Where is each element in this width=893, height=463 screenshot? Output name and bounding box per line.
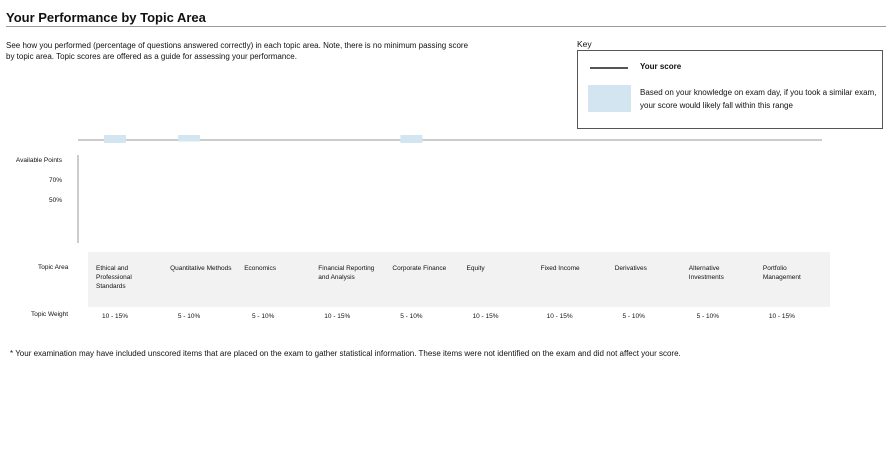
topic-weight: 10 - 15% <box>546 313 573 320</box>
topic-area-heading: Topic Area <box>38 264 69 271</box>
page-title: Your Performance by Topic Area <box>6 10 206 25</box>
topic-weight: 5 - 10% <box>400 313 423 320</box>
performance-chart <box>0 135 893 250</box>
range-swatch-icon <box>588 85 631 112</box>
topic-weight: 5 - 10% <box>251 313 275 320</box>
key-heading: Key <box>577 39 592 49</box>
topic-weight: 10 - 15% <box>472 313 499 320</box>
topic-weight: 10 - 15% <box>768 313 795 320</box>
topic-weight: 10 - 15% <box>101 313 129 320</box>
score-line-icon <box>590 67 628 69</box>
topic-label: Ethical and Professional Standards <box>96 265 132 290</box>
key-range-label: Based on your knowledge on exam day, if you took a similar exam, your score would likely fall within this range <box>640 88 877 110</box>
topic-label: Fixed Income <box>540 265 580 272</box>
key-legend <box>577 50 883 129</box>
topic-label: Derivatives <box>614 265 647 272</box>
y-axis-label: 50% <box>48 197 62 204</box>
score-range-bar <box>178 135 200 142</box>
topic-weight: 10 - 15% <box>324 313 351 320</box>
y-axis-label: Available Points <box>15 157 62 164</box>
intro-text: See how you performed (percentage of questions answered correctly) in each topic area. Note, there is no minimum passing score by topic area. Topic scores are offered as a guide for assessing your performance. <box>6 41 469 61</box>
score-range-bar <box>104 135 126 143</box>
topic-weight: 5 - 10% <box>696 313 719 320</box>
topic-label: Alternative Investments <box>688 265 724 281</box>
topic-label: Equity <box>466 265 485 272</box>
topic-label: Quantitative Methods <box>170 265 232 272</box>
y-axis-label: 70% <box>48 177 62 184</box>
topic-weight: 5 - 10% <box>177 313 201 320</box>
score-range-bar <box>400 135 422 143</box>
topic-label: Corporate Finance <box>392 265 447 272</box>
title-divider <box>6 26 886 27</box>
topic-weight-heading: Topic Weight <box>31 311 69 318</box>
topic-label: Portfolio Management <box>762 265 801 281</box>
topic-weight: 5 - 10% <box>622 313 645 320</box>
footnote: * Your examination may have included unscored items that are placed on the exam to gather statistical information. These items were not identified on the exam and did not affect your score. <box>10 349 681 358</box>
topic-label: Financial Reporting and Analysis <box>318 265 375 281</box>
key-score-label: Your score <box>640 62 682 71</box>
topic-label: Economics <box>244 265 276 272</box>
